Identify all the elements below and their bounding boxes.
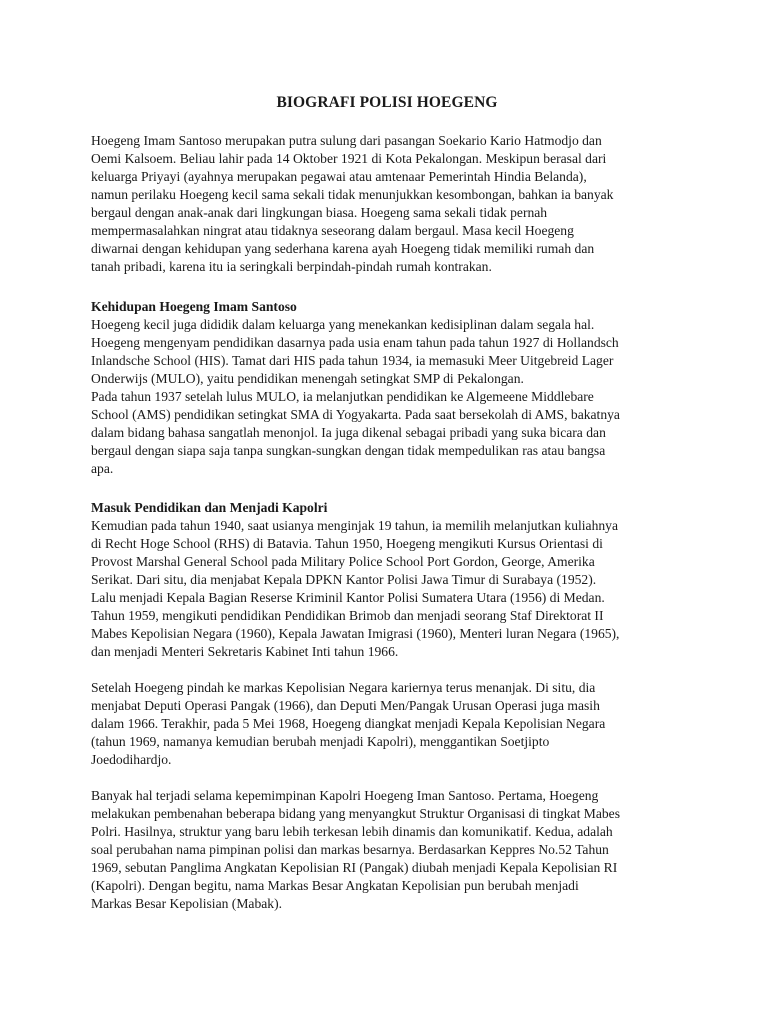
section-body-kehidupan: Hoegeng kecil juga dididik dalam keluarga yang menekankan kedisiplinan dalam segala hal. Hoegeng mengenyam pendidikan dasarnya pada usia enam tahun pada tahun 1927 di Hollandsch Inlandsche School (HIS). Tamat dari HIS pada tahun 1934, ia memasuki Meer Uitgebreid Lager Onderwijs (MULO), yaitu pendidikan menengah setingkat SMP di Pekalongan. Pada tahun 1937 setelah lulus MULO, ia melanjutkan pendidikan ke Algemeene Middlebare School (AMS) pendidikan setingkat SMA di Yogyakarta. Pada saat bersekolah di AMS, bakatnya dalam bidang bahasa sangatlah menonjol. Ia juga dikenal sebagai pribadi yang suka bicara dan bergaul dengan siapa saja tanpa sungkan-sungkan dengan tidak mempedulikan ras atau bangsa apa. (91, 317, 620, 476)
section-paragraph-kepemimpinan: Banyak hal terjadi selama kepemimpinan Kapolri Hoegeng Iman Santoso. Pertama, Hoegeng melakukan pembenahan beberapa bidang yang menyangkut Struktur Organisasi di tingkat Mabes Polri. Hasilnya, struktur yang baru lebih terkesan lebih dinamis dan komunikatif. Kedua, adalah soal perubahan nama pimpinan polisi dan markas besarnya. Berdasarkan Keppres No.52 Tahun 1969, sebutan Panglima Angkatan Kepolisian RI (Pangak) diubah menjadi Kepala Kepolisian RI (Kapolri). Dengan begitu, nama Markas Besar Angkatan Kepolisian pun berubah menjadi Markas Besar Kepolisian (Mabak). (91, 788, 621, 911)
section-kehidupan (91, 298, 683, 478)
document-title: BIOGRAFI POLISI HOEGENG (276, 94, 498, 111)
section-heading-kehidupan: Kehidupan Hoegeng Imam Santoso (91, 299, 297, 314)
section-paragraph-karier: Setelah Hoegeng pindah ke markas Kepolisian Negara kariernya terus menanjak. Di situ, dia menjabat Deputi Operasi Pangak (1966), dan Deputi Men/Pangak Urusan Operasi juga masih dalam 1966. Terakhir, pada 5 Mei 1968, Hoegeng diangkat menjadi Kepala Kepolisian Negara (tahun 1969, namanya kemudian berubah menjadi Kapolri), menggantikan Soetjipto Joedodihardjo. (91, 680, 606, 767)
intro-paragraph: Hoegeng Imam Santoso merupakan putra sulung dari pasangan Soekario Kario Hatmodjo dan Oemi Kalsoem. Beliau lahir pada 14 Oktober 1921 di Kota Pekalongan. Meskipun berasal dari keluarga Priyayi (ayahnya merupakan pegawai atau amtenaar Pemerintah Hindia Belanda), namun perilaku Hoegeng kecil sama sekali tidak menunjukkan kesombongan, bahkan ia banyak bergaul dengan anak-anak dari lingkungan biasa. Hoegeng sama sekali tidak pernah mempermasalahkan ningrat atau tidaknya seseorang dalam bergaul. Masa kecil Hoegeng diwarnai dengan kehidupan yang sederhana karena ayah Hoegeng tidak memiliki rumah dan tanah pribadi, karena itu ia seringkali berpindah-pindah rumah kontrakan. (91, 133, 614, 274)
section-heading-pendidikan: Masuk Pendidikan dan Menjadi Kapolri (91, 500, 328, 515)
section-body-pendidikan: Kemudian pada tahun 1940, saat usianya menginjak 19 tahun, ia memilih melanjutkan kuliahnya di Recht Hoge School (RHS) di Batavia. Tahun 1950, Hoegeng mengikuti Kursus Orientasi di Provost Marshal General School pada Military Police School Port Gordon, George, Amerika Serikat. Dari situ, dia menjabat Kepala DPKN Kantor Polisi Jawa Timur di Surabaya (1952). Lalu menjadi Kepala Bagian Reserse Kriminil Kantor Polisi Sumatera Utara (1956) di Medan. Tahun 1959, mengikuti pendidikan Pendidikan Brimob dan menjadi seorang Staf Direktorat II Mabes Kepolisian Negara (1960), Kepala Jawatan Imigrasi (1960), Menteri luran Negara (1965), dan menjadi Menteri Sekretaris Kabinet Inti tahun 1966. (91, 518, 620, 659)
section-pendidikan-kapolri (91, 499, 683, 913)
document-page (91, 94, 683, 913)
